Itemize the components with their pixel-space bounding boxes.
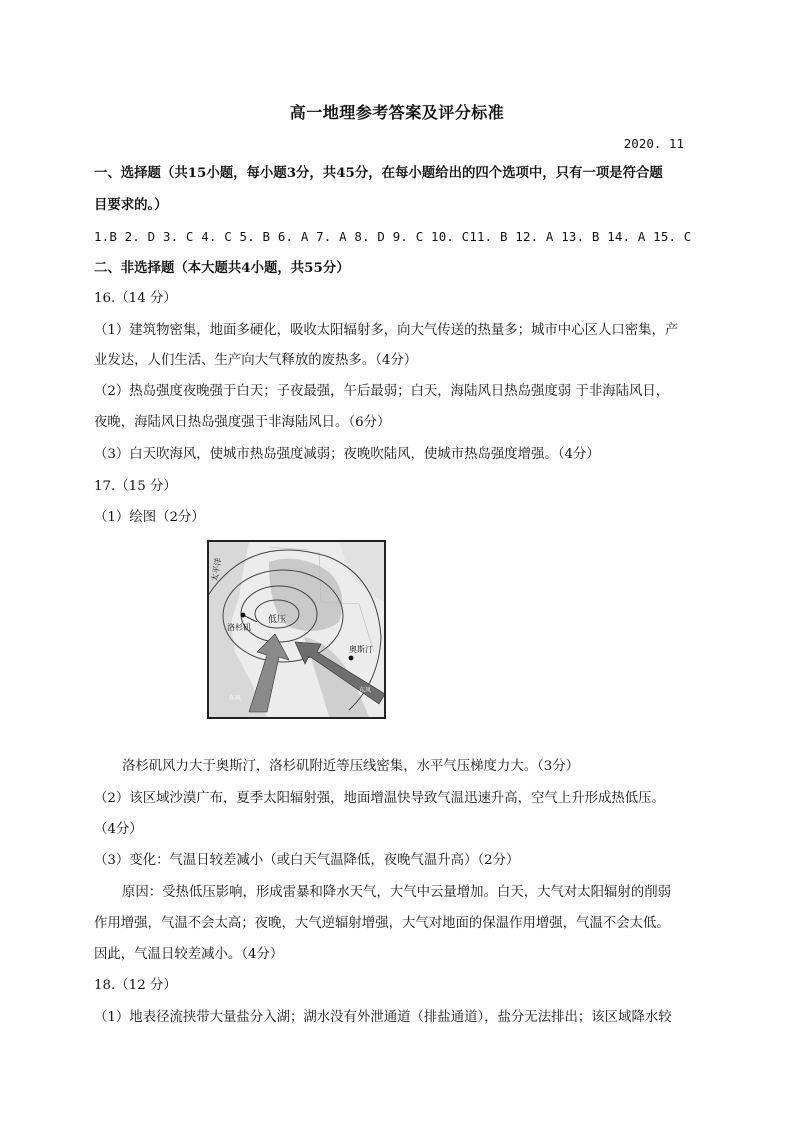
pressure-map-figure (207, 540, 386, 719)
q18-answer1-line1: （1）地表径流挟带大量盐分入湖；湖水没有外泄通道（排盐通道），盐分无法排出；该区域降水较 (94, 1010, 672, 1025)
map-label-austin: 奥斯汀 (349, 645, 373, 654)
page-title: 高一地理参考答案及评分标准 (289, 103, 505, 122)
q16-answer1-line1: （1）建筑物密集，地面多硬化，吸收太阳辐射多，向大气传送的热量多；城市中心区人口密集，产 (94, 323, 679, 338)
q16-answer3: （3）白天吹海风，使城市热岛强度减弱；夜晚吹陆风，使城市热岛强度增强。（4分） (94, 447, 600, 462)
date-label: 2020. 11 (623, 136, 684, 151)
q16-heading: 16.（14 分） (94, 291, 177, 306)
choice-answers: 1.B 2. D 3. C 4. C 5. B 6. A 7. A 8. D 9. C 10. C11. B 12. A 13. B 14. A 15. C (94, 229, 692, 244)
q16-answer1-line2: 业发达，人们生活、生产向大气释放的废热多。（4分） (94, 353, 418, 368)
q17-answer2-line2: （4分） (94, 822, 143, 837)
map-label-los-angeles: 洛杉矶 (227, 623, 251, 632)
q17-answer1: （1）绘图（2分） (94, 510, 205, 525)
pressure-map-svg (209, 542, 384, 717)
q17-answer2-line1: （2）该区域沙漠广布，夏季太阳辐射强，地面增温快导致气温迅速升高，空气上升形成热低压。 (94, 791, 665, 806)
section2-header: 二、非选择题（本大题共4小题，共55分） (94, 260, 350, 276)
map-arrow-left-label: 东风 (229, 695, 242, 702)
q17-heading: 17.（15 分） (94, 479, 177, 494)
q16-answer2-line1: （2）热岛强度夜晚强于白天；子夜最强，午后最弱；白天，海陆风日热岛强度弱 于非海陆风日， (94, 384, 670, 399)
map-arrow-right-label: 东风 (359, 687, 372, 694)
map-label-low-pressure: 低压 (268, 615, 287, 625)
section1-header-line2: 目要求的。） (94, 197, 168, 213)
q18-heading: 18.（12 分） (94, 978, 177, 993)
q17-answer3-line1: （3）变化：气温日较差减小（或白天气温降低，夜晚气温升高）（2分） (94, 853, 520, 868)
q17-answer3-line2: 原因：受热低压影响，形成雷暴和降水天气，大气中云量增加。白天，大气对太阳辐射的削弱 (122, 885, 672, 900)
q17-answer3-line4: 因此，气温日较差减小。（4分） (94, 947, 284, 962)
q17-answer1-text: 洛杉矶风力大于奥斯汀，洛杉矶附近等压线密集，水平气压梯度力大。（3分） (122, 759, 580, 774)
map-label-ocean: 太平洋 (210, 557, 224, 583)
q16-answer2-line2: 夜晚，海陆风日热岛强度强于非海陆风日。（6分） (94, 415, 391, 430)
q17-answer3-line3: 作用增强，气温不会太高；夜晚，大气逆辐射增强，大气对地面的保温作用增强，气温不会太低。 (94, 916, 670, 931)
section1-header-line1: 一、选择题（共15小题，每小题3分，共45分，在每小题给出的四个选项中，只有一项是符合题 (94, 165, 663, 181)
